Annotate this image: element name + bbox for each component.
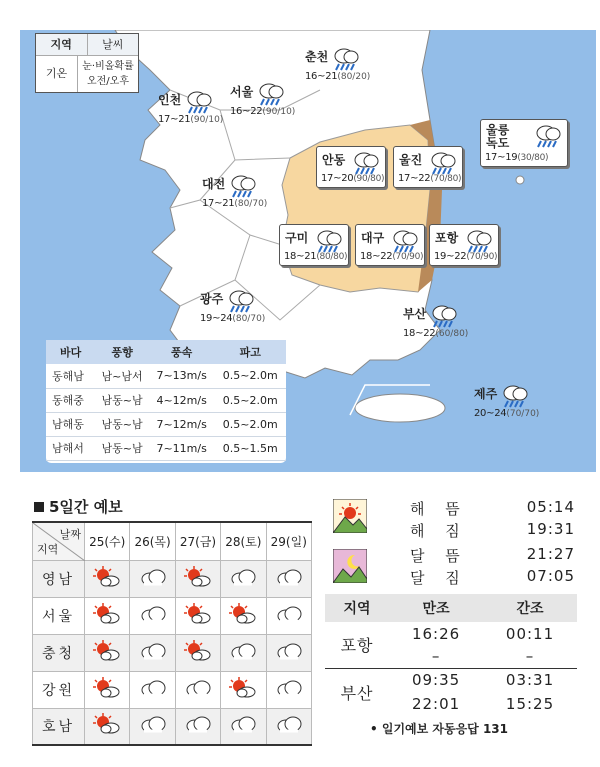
forecast-cell [130,597,175,634]
sea-header-area: 바다 [46,340,95,364]
sea-conditions-table [46,340,286,463]
forecast-heading [34,496,123,517]
tide-header-high: 만조 [389,594,483,622]
city-name: 대구 [361,231,385,245]
cloud-icon [138,565,168,589]
city-daegu [355,224,425,266]
forecast-region: 호남 [33,708,85,745]
square-bullet-icon [34,502,44,512]
rain-cloud-icon [500,382,530,408]
rain-cloud-icon [184,88,214,114]
city-uljin [393,146,463,188]
sea-cell: 남해동 [46,412,95,436]
city-name: 울진 [399,153,423,167]
city-prob: (90/80) [353,174,385,184]
forecast-cell [175,634,220,671]
sunset-time: 19:31 [526,520,575,538]
cloud-icon [183,712,213,736]
city-seoul [230,80,295,117]
sea-cell: 0.5~1.5m [214,436,286,460]
forecast-cell [221,671,266,708]
city-temp: 19~24 [200,313,233,324]
forecast-cell [175,597,220,634]
forecast-cell [175,560,220,597]
city-prob: (30/80) [517,153,549,163]
forecast-cell [130,634,175,671]
city-name: 서울 [230,85,254,99]
city-temp: 19~22 [434,251,467,262]
cloud-icon [274,712,304,736]
city-temp: 16~22 [230,106,263,117]
sun-cloud-icon [92,712,122,736]
cloud-icon [138,639,168,663]
forecast-region: 강원 [33,671,85,708]
tide-high-2: 22:01 [411,695,461,713]
table-row [325,668,577,692]
sea-cell: 남해서 [46,436,95,460]
sea-cell: 동해중 [46,388,95,412]
sea-cell: 4~12m/s [149,388,215,412]
forecast-region: 서울 [33,597,85,634]
sea-cell: 남동~남 [95,388,149,412]
city-temp: 17~21 [158,114,191,125]
sea-cell: 7~12m/s [149,412,215,436]
forecast-cell [266,597,311,634]
rain-cloud-icon [464,227,494,253]
sunrise-time: 05:14 [526,498,575,516]
city-ulleung [480,119,568,167]
rain-cloud-icon [314,227,344,253]
sun-cloud-icon [228,602,258,626]
sun-cloud-icon [183,602,213,626]
city-temp: 18~22 [360,251,393,262]
forecast-cell [85,634,130,671]
cloud-icon [274,565,304,589]
day-header: 26(목) [130,522,175,560]
city-temp: 18~21 [284,251,317,262]
rain-cloud-icon [226,287,256,313]
legend-region-label: 지역 [36,34,88,55]
sea-header-wave: 파고 [214,340,286,364]
tide-low-1: 00:11 [505,624,555,643]
day-header: 28(토) [221,522,266,560]
forecast-cell [175,671,220,708]
forecast-region: 영남 [33,560,85,597]
forecast-cell [85,597,130,634]
table-row [46,436,286,460]
rain-cloud-icon [331,45,361,71]
rain-cloud-icon [351,149,381,175]
rain-cloud-icon [533,122,563,148]
cloud-icon [274,676,304,700]
tide-low-2: – [483,645,577,668]
city-daejeon [202,172,267,209]
city-name: 포항 [435,231,459,245]
city-prob: (70/70) [506,409,540,419]
city-prob: (60/80) [435,329,469,339]
sunset-label: 해 짐 [410,522,468,540]
city-jeju [474,382,539,419]
city-name: 춘천 [305,50,329,64]
cloud-icon [138,712,168,736]
corner-region-label: 지역 [37,542,59,556]
city-temp: 17~22 [398,173,431,184]
sun-cloud-icon [183,639,213,663]
day-header: 25(수) [85,522,130,560]
city-prob: (80/80) [316,252,348,262]
sea-cell: 0.5~2.0m [214,364,286,388]
forecast-cell [85,671,130,708]
rain-cloud-icon [429,302,459,328]
sea-header-wind-speed: 풍속 [149,340,215,364]
sunrise-label: 해 뜸 [410,500,468,518]
tide-table [325,594,577,716]
forecast-cell [130,560,175,597]
sea-cell: 남~남서 [95,364,149,388]
legend-prob-label: 눈·비올확률 [82,61,134,72]
city-temp: 17~20 [321,173,354,184]
corner-date-label: 날짜 [59,528,81,541]
city-prob: (80/70) [234,199,268,209]
tide-low-2: 15:25 [505,695,555,713]
city-chuncheon [305,45,370,82]
rain-cloud-icon [428,149,458,175]
forecast-cell [85,708,130,745]
tide-high-1: 16:26 [411,624,461,643]
sun-mountain-icon [333,499,367,533]
sun-cloud-icon [92,602,122,626]
forecast-cell [130,671,175,708]
city-prob: (70/90) [466,252,498,262]
map-legend [35,33,139,93]
city-gwangju [200,287,265,324]
forecast-cell [221,708,266,745]
legend-ampm-label: 오전/오후 [86,76,129,87]
forecast-cell [266,560,311,597]
moonrise-label: 달 뜸 [410,547,468,565]
city-prob: (70/90) [392,252,424,262]
city-andong [316,146,386,188]
corner-cell [33,522,85,560]
sun-cloud-icon [92,676,122,700]
city-prob: (80/70) [232,314,266,324]
city-busan [403,302,468,339]
cloud-icon [228,565,258,589]
city-name: 울릉 [486,123,510,137]
rain-cloud-icon [228,172,258,198]
forecast-region: 충청 [33,634,85,671]
sun-cloud-icon [228,676,258,700]
forecast-cell [130,708,175,745]
footer-note: • 일기예보 자동응답 131 [370,722,508,736]
cloud-icon [138,602,168,626]
sun-cloud-icon [92,639,122,663]
forecast-cell [266,671,311,708]
sun-cloud-icon [92,565,122,589]
city-gumi [279,224,349,266]
cloud-icon [138,676,168,700]
table-row [46,388,286,412]
tide-high-2: – [389,645,483,668]
table-row [33,671,312,708]
table-row [33,634,312,671]
city-name: 안동 [322,153,346,167]
forecast-title: 5일간 예보 [49,498,123,516]
table-row [33,560,312,597]
tide-header-region: 지역 [325,594,389,622]
five-day-forecast-table [32,521,312,746]
day-header: 29(일) [266,522,311,560]
moonset-time: 07:05 [526,567,575,585]
table-row [33,708,312,745]
city-name: 구미 [285,231,309,245]
cloud-icon [274,639,304,663]
forecast-cell [221,597,266,634]
tide-region-busan: 부산 [340,683,374,703]
moon-mountain-icon [333,549,367,583]
rain-cloud-icon [390,227,420,253]
cloud-icon [228,639,258,663]
legend-temp-label: 기온 [36,56,78,92]
rain-cloud-icon [256,80,286,106]
table-row [46,364,286,388]
sun-cloud-icon [183,565,213,589]
forecast-cell [85,560,130,597]
city-prob: (70/80) [430,174,462,184]
city-name-2: 독도 [486,136,510,150]
forecast-cell [221,634,266,671]
forecast-cell [266,708,311,745]
city-temp: 16~21 [305,71,338,82]
city-name: 광주 [200,292,224,306]
cloud-icon [228,712,258,736]
day-header: 27(금) [175,522,220,560]
sea-cell: 0.5~2.0m [214,412,286,436]
city-temp: 20~24 [474,408,507,419]
tide-region-pohang: 포항 [325,622,389,668]
forecast-cell [266,634,311,671]
sea-cell: 7~13m/s [149,364,215,388]
city-temp: 18~22 [403,328,436,339]
city-prob: (90/10) [190,115,224,125]
cloud-icon [183,676,213,700]
table-row [325,622,577,645]
sea-header-wind-dir: 풍향 [95,340,149,364]
city-name: 대전 [202,177,226,191]
sea-cell: 동해남 [46,364,95,388]
moonrise-time: 21:27 [526,545,575,563]
city-prob: (80/20) [337,72,371,82]
city-temp: 17~21 [202,198,235,209]
tide-high-1: 09:35 [411,671,461,690]
city-incheon [158,88,223,125]
tide-header-low: 간조 [483,594,577,622]
city-name: 부산 [403,307,427,321]
cloud-icon [274,602,304,626]
city-name: 제주 [474,387,498,401]
table-row [46,412,286,436]
sea-cell: 남동~남 [95,412,149,436]
sea-cell: 남동~남 [95,436,149,460]
forecast-cell [221,560,266,597]
city-temp: 17~19 [485,152,518,163]
tide-low-1: 03:31 [505,671,555,690]
forecast-cell [175,708,220,745]
legend-weather-label: 날씨 [102,38,124,51]
city-prob: (90/10) [262,107,296,117]
table-row [33,597,312,634]
sea-cell: 7~11m/s [149,436,215,460]
moonset-label: 달 짐 [410,569,468,587]
city-name: 인천 [158,93,182,107]
sea-cell: 0.5~2.0m [214,388,286,412]
city-pohang [429,224,499,266]
